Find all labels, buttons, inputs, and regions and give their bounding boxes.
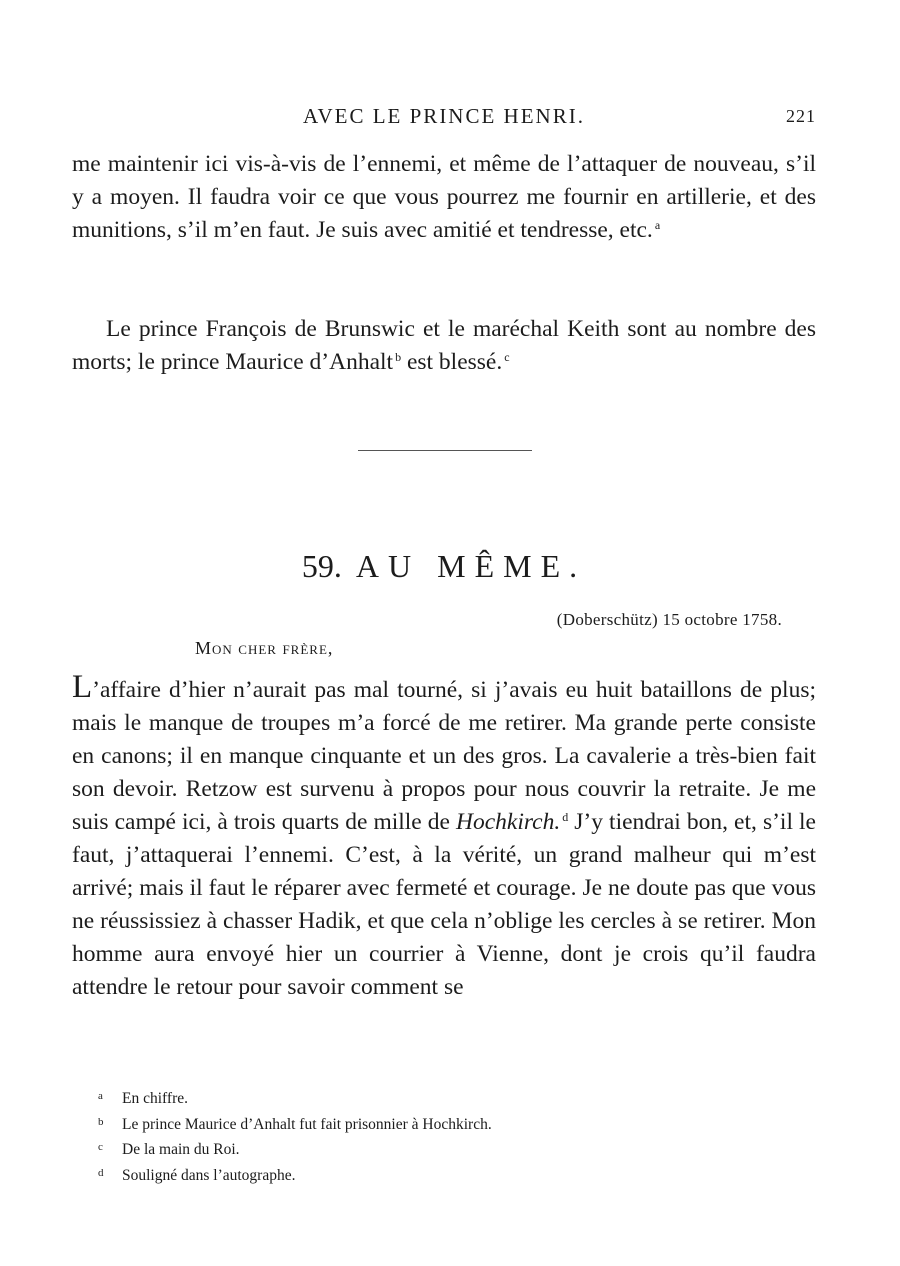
letter-body-text-2: J’y tiendrai bon, et, s’il le faut, j’attaquerai l’ennemi. C’est, à la vérité, un grand malheur qui m’est arrivé; mais il faut le réparer avec fermeté et courage. Je ne doute pas que vous ne réussissiez à chasser Hadik, et que cela n’oblige les cercles à se retirer. Mon homme aura envoyé hier un courrier à Vienne, dont je crois qu’il faudra attendre le retour pour savoir comment se bbox=[72, 809, 816, 1000]
letter-title: AU MÊME. bbox=[355, 548, 587, 584]
footnotes bbox=[98, 1085, 818, 1187]
footnote-ref-d: d bbox=[562, 810, 569, 824]
footnote-b bbox=[98, 1111, 818, 1137]
footnote-mark: a bbox=[98, 1090, 103, 1102]
page-number: 221 bbox=[786, 106, 816, 126]
editorial-note-paragraph bbox=[72, 313, 816, 379]
editorial-note-text-end: est blessé. bbox=[401, 349, 503, 375]
letter-dateline: (Doberschütz) 15 octobre 1758. bbox=[556, 610, 782, 629]
footnote-text: Souligné dans l’autographe. bbox=[122, 1166, 296, 1184]
footnote-ref-c: c bbox=[504, 350, 510, 364]
footnote-d bbox=[98, 1162, 818, 1188]
footnote-text: Le prince Maurice d’Anhalt fut fait prisonnier à Hochkirch. bbox=[122, 1115, 492, 1133]
footnote-mark: b bbox=[98, 1115, 104, 1128]
editorial-note-text: Le prince François de Brunswic et le maréchal Keith sont au nombre des morts; le prince Maurice d’Anhalt bbox=[72, 316, 816, 375]
footnote-text: De la main du Roi. bbox=[122, 1141, 240, 1158]
footnote-ref-a: a bbox=[654, 218, 661, 232]
footnote-ref-b: b bbox=[395, 350, 402, 364]
running-head bbox=[72, 104, 816, 132]
drop-cap: L bbox=[72, 669, 93, 705]
footnote-text: En chiffre. bbox=[122, 1090, 188, 1107]
footnote-c bbox=[98, 1136, 818, 1162]
letter-heading bbox=[72, 548, 816, 585]
letter-body bbox=[72, 669, 816, 1004]
footnote-a bbox=[98, 1085, 818, 1111]
letter-salutation: Mon cher frère, bbox=[195, 638, 334, 658]
running-title: AVEC LE PRINCE HENRI. bbox=[303, 104, 585, 128]
section-divider bbox=[358, 450, 532, 451]
letter-number: 59. bbox=[301, 548, 342, 584]
footnote-mark: c bbox=[98, 1141, 103, 1153]
continued-paragraph bbox=[72, 148, 816, 247]
footnote-mark: d bbox=[98, 1166, 104, 1179]
letter-body-text-1: ’affaire d’hier n’aurait pas mal tourné, si j’avais eu huit bataillons de plus; mais le manque de troupes m’a forcé de me retirer. Ma grande perte consiste en canons; il en manque cinquante et un des gros. La cavalerie a très-bien fait son devoir. Retzow est survenu à propos pour nous couvrir la retraite. Je me suis campé ici, à trois quarts de mille de bbox=[72, 677, 816, 835]
letter-body-italic-place: Hochkirch. bbox=[456, 809, 561, 835]
continued-paragraph-text: me maintenir ici vis-à-vis de l’ennemi, et même de l’attaquer de nouveau, s’il y a moyen. Il faudra voir ce que vous pourrez me fournir en artillerie, et des munitions, s’il m’en faut. Je suis avec amitié et tendresse, etc. bbox=[72, 151, 816, 243]
